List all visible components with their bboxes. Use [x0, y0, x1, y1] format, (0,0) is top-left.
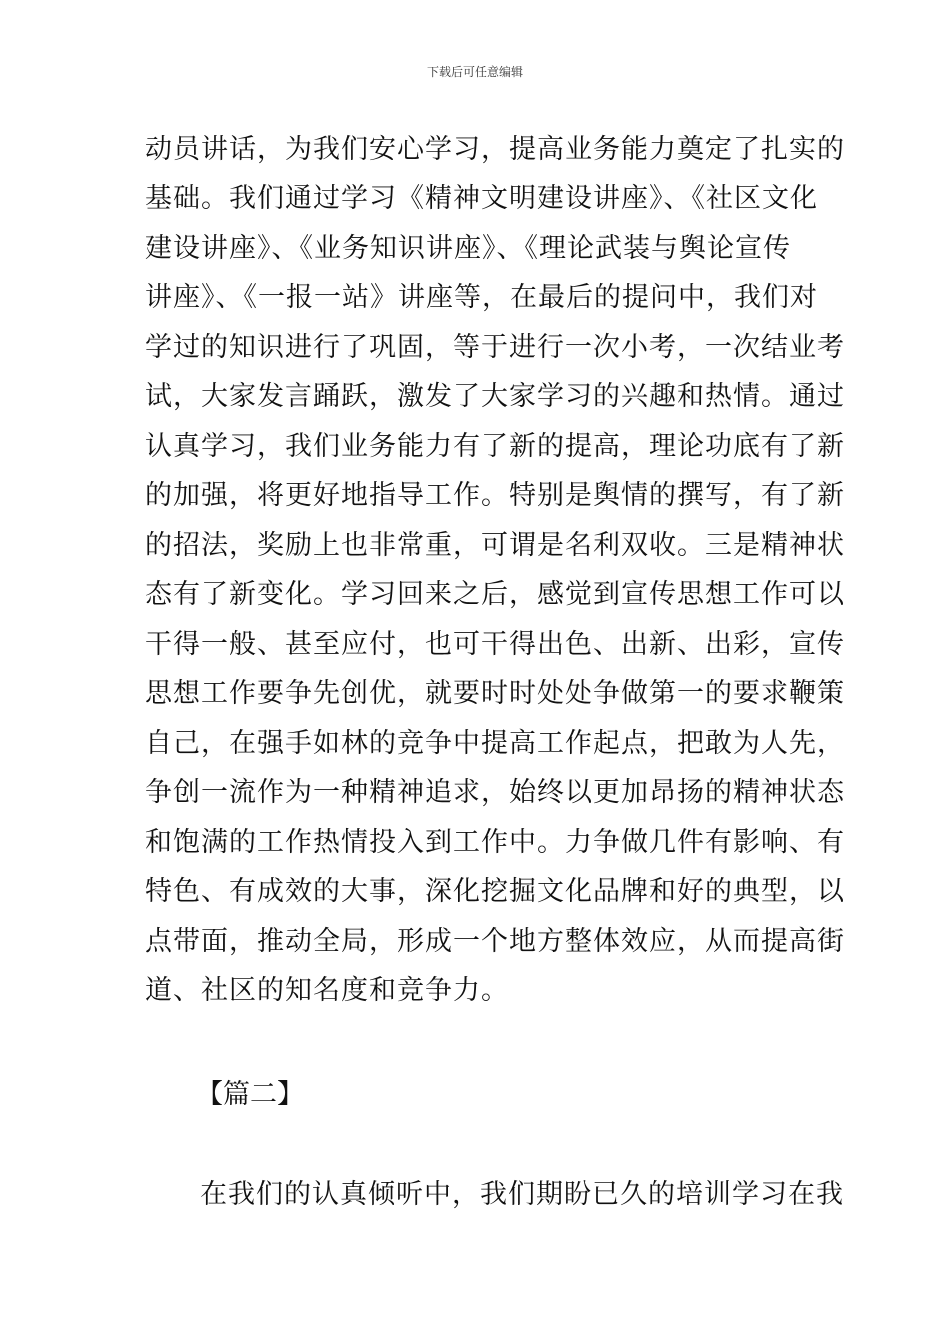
body-line-7: 认真学习，我们业务能力有了新的提高，理论功底有了新 — [145, 431, 845, 462]
body-line-8: 的加强，将更好地指导工作。特别是舆情的撰写，有了新 — [145, 480, 845, 511]
page-header: 下载后可任意编辑 — [426, 65, 523, 79]
body-line-14: 争创一流作为一种精神追求，始终以更加昂扬的精神状态 — [145, 777, 845, 808]
body-line-6: 试，大家发言踊跃，激发了大家学习的兴趣和热情。通过 — [145, 381, 845, 412]
body-line-18: 道、社区的知名度和竞争力。 — [145, 975, 509, 1006]
body-line-15: 和饱满的工作热情投入到工作中。力争做几件有影响、有 — [145, 827, 845, 858]
body-line-3: 建设讲座》、《业务知识讲座》、《理论武装与舆论宣传 — [145, 233, 791, 264]
section-heading: 【篇二】 — [196, 1079, 304, 1110]
body-line-10: 态有了新变化。学习回来之后，感觉到宣传思想工作可以 — [145, 579, 845, 610]
body-line-1: 动员讲话，为我们安心学习，提高业务能力奠定了扎实的 — [145, 134, 845, 165]
body-line-13: 自己，在强手如林的竞争中提高工作起点，把敢为人先， — [145, 728, 845, 759]
body-line-4: 讲座》、《一报一站》讲座等，在最后的提问中，我们对 — [145, 282, 818, 313]
body-line-17: 点带面，推动全局，形成一个地方整体效应，从而提高街 — [145, 926, 845, 957]
next-paragraph-line: 在我们的认真倾听中，我们期盼已久的培训学习在我 — [200, 1179, 844, 1210]
body-line-5: 学过的知识进行了巩固，等于进行一次小考，一次结业考 — [145, 332, 845, 363]
body-line-12: 思想工作要争先创优，就要时时处处争做第一的要求鞭策 — [145, 678, 845, 709]
body-line-2: 基础。我们通过学习《精神文明建设讲座》、《社区文化 — [145, 183, 818, 214]
body-line-11: 干得一般、甚至应付，也可干得出色、出新、出彩，宣传 — [145, 629, 845, 660]
body-line-9: 的招法，奖励上也非常重，可谓是名利双收。三是精神状 — [145, 530, 845, 561]
body-line-16: 特色、有成效的大事，深化挖掘文化品牌和好的典型，以 — [145, 876, 845, 907]
